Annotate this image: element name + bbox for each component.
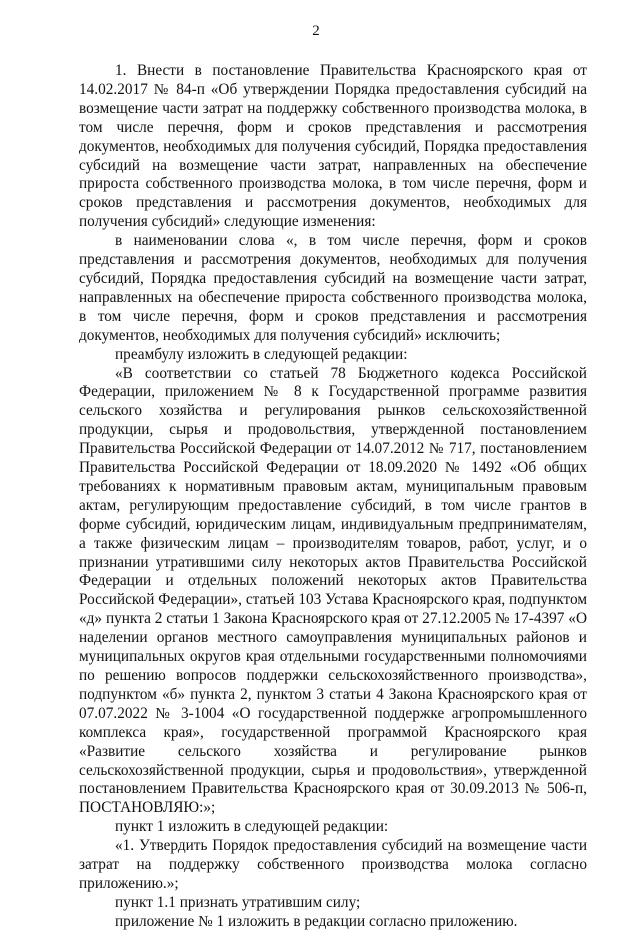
paragraph-point1-intro: пункт 1 изложить в следующей редакции: [115,818,389,836]
page-number: 2 [312,23,320,39]
paragraph-appendix: приложение № 1 изложить в редакции согласно приложению. [115,912,518,930]
paragraph-preamble-intro: преамбулу изложить в следующей редакции: [115,345,408,363]
document-body [79,62,587,932]
paragraph-point1-text: «1. Утвердить Порядок предоставления субсидий на возмещение части затрат на поддержку собственного производства молока согласно приложению.»; [79,837,587,892]
paragraph-title-change: в наименовании слова «, в том числе перечня, форм и сроков представления и рассмотрения документов, необходимых для получения субсидий, Порядка предоставления субсидий на возмещение части затрат, направленных на обеспечение прироста собственного производства молока, в том числе перечня, форм и сроков представления и рассмотрения документов, необходимых для получения субсидий» исключить; [79,232,587,344]
paragraph-point1-1: пункт 1.1 признать утратившим силу; [115,893,361,911]
paragraph-amendment-intro: 1. Внести в постановление Правительства Красноярского края от 14.02.2017 № 84-п «Об утверждении Порядка предоставления субсидий на возмещение части затрат на поддержку собственного производства молока, в том числе перечня, форм и сроков представления и рассмотрения документов, необходимых для получения субсидий, Порядка предоставления субсидий на возмещение части затрат, направленных на обеспечение прироста собственного производства молока, в том числе перечня, форм и сроков представления и рассмотрения документов, необходимых для получения субсидий» следующие изменения: [79,62,587,231]
paragraph-preamble-text: «В соответствии со статьей 78 Бюджетного кодекса Российской Федерации, приложением № 8 к Государственной программе развития сельского хозяйства и регулирования рынков сельскохозяйственной продукции, сырья и продовольствия, утвержденной постановлением Правительства Российской Федерации от 14.07.2012 № 717, постановлением Правительства Российской Федерации от 18.09.2020 № 1492 «Об общих требованиях к нормативным правовым актам, муниципальным правовым актам, регулирующим предоставление субсидий, в том числе грантов в форме субсидий, юридическим лицам, индивидуальным предпринимателям, а также физическим лицам – производителям товаров, работ, услуг, и о признании утратившими силу некоторых актов Правительства Российской Федерации и отдельных положений некоторых актов Правительства Российской Федерации», статьей 103 Устава Красноярского края, подпунктом «д» пункта 2 статьи 1 Закона Красноярского края от 27.12.2005 № 17-4397 «О наделении органов местного самоуправления муниципальных районов и муниципальных округов края отдельными государственными полномочиями по решению вопросов поддержки сельскохозяйственного производства», подпунктом «б» пункта 2, пунктом 3 статьи 4 Закона Красноярского края от 07.07.2022 № 3-1004 «О государственной поддержке агропромышленного комплекса края», государственной программой Красноярского края «Развитие сельского хозяйства и регулирование рынков сельскохозяйственной продукции, сырья и продовольствия», утвержденной постановлением Правительства Красноярского края от 30.09.2013 № 506-п, ПОСТАНОВЛЯЮ:»; [79,364,587,817]
